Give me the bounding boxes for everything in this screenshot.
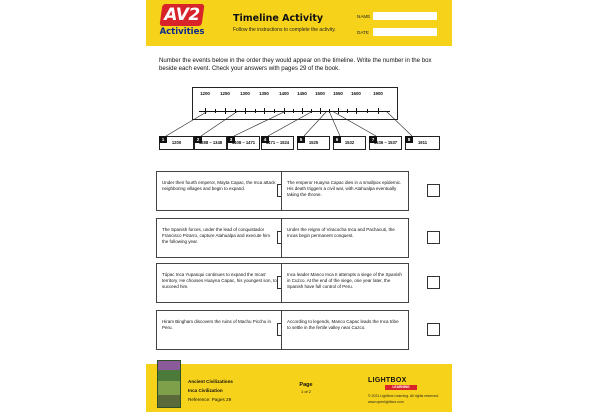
name-label: NAME (357, 14, 371, 19)
timeline-year-label: 1350 (259, 91, 269, 96)
event-card (156, 263, 284, 303)
event-description: According to legends, Manco Capac leads the Inca tribe to settle in the fertile valley near Cuzco. (287, 319, 399, 331)
copyright-text: © 2021 Lightbox Learning. All rights reserved. (368, 394, 439, 398)
av2-logo (155, 4, 209, 42)
event-date: 1408 – 1471 (231, 140, 256, 145)
page-subtitle: Follow the instructions to complete the activity. (233, 27, 336, 33)
event-card (156, 171, 284, 211)
book-cover-image (157, 360, 181, 408)
timeline-tick (225, 108, 226, 114)
event-card (281, 263, 409, 303)
event-number: 6 (333, 136, 341, 143)
page-title: Timeline Activity (233, 13, 324, 24)
answer-box[interactable] (427, 231, 440, 244)
timeline-year-label: 1900 (373, 91, 383, 96)
book-series: Ancient Civilizations (188, 379, 233, 384)
event-number: 2 (194, 136, 202, 143)
event-date: 1200 (171, 140, 182, 145)
timeline-event-box (159, 136, 194, 150)
timeline-event-box (261, 136, 294, 150)
date-field[interactable] (373, 28, 437, 36)
answer-box[interactable] (427, 184, 440, 197)
timeline-minor-tick (367, 109, 368, 113)
timeline-minor-tick (311, 109, 312, 113)
timeline-minor-tick (235, 109, 236, 113)
event-description: Túpac Inca Yupanqui continues to expand the Incas' territory. He chooses Huayna Capac, his youngest son, to succeed him. (162, 272, 277, 290)
answer-box[interactable] (427, 276, 440, 289)
timeline-minor-tick (293, 109, 294, 113)
date-label: DATE (357, 30, 369, 35)
event-card (156, 310, 284, 350)
event-number: 1 (159, 136, 167, 143)
timeline-tick (284, 108, 285, 114)
event-date: 1911 (417, 140, 428, 145)
timeline-year-label: 1600 (351, 91, 361, 96)
event-description: The Spanish forces, under the lead of conquistador Francisco Pizarro, capture Atahualpa and execute him the following year. (162, 227, 271, 245)
event-card (281, 218, 409, 258)
timeline-event-box (405, 136, 440, 150)
footer-bar (146, 364, 452, 412)
timeline-event-box (227, 136, 260, 150)
event-card (281, 171, 409, 211)
lightbox-logo: LIGHTBOX (368, 377, 407, 384)
event-date: 1536 – 1537 (373, 140, 398, 145)
event-number: 3 (227, 136, 235, 143)
event-date: 1288 – 1348 (198, 140, 223, 145)
event-description: Under their fourth emperor, Mayta Capac, the Inca attack neighboring villages and begin to expand. (162, 180, 276, 192)
event-date: 1532 (344, 140, 355, 145)
timeline-event-box (333, 136, 366, 150)
timeline-event-box (369, 136, 402, 150)
timeline-year-label: 1550 (333, 91, 343, 96)
timeline-tick (338, 108, 339, 114)
timeline-year-label: 1250 (220, 91, 230, 96)
timeline-minor-tick (215, 109, 216, 113)
book-reference: Reference: Pages 29 (188, 397, 232, 402)
event-description: Hiram Bingham discovers the ruins of Machu Picchu in Peru. (162, 319, 272, 331)
timeline-tick (205, 108, 206, 114)
event-date: 1471 – 1524 (265, 140, 290, 145)
event-card (156, 218, 284, 258)
instructions-text: Number the events below in the order they would appear on the timeline. Write the number in the box beside each event. Check your answers with pages 29 of the book. (159, 57, 432, 73)
page-count: 1 of 2 (300, 389, 311, 394)
timeline-tick (320, 108, 321, 114)
timeline-minor-tick (347, 109, 348, 113)
timeline-year-label: 1300 (240, 91, 250, 96)
event-date: 1525 (308, 140, 319, 145)
logo-subtitle: Activities (159, 27, 205, 37)
timeline-tick (356, 108, 357, 114)
timeline-year-label: 1200 (200, 91, 210, 96)
worksheet-page (146, 0, 452, 412)
event-number: 4 (261, 136, 269, 143)
answer-box[interactable] (427, 323, 440, 336)
header-bar (146, 0, 452, 46)
event-number: 5 (297, 136, 305, 143)
page-label: Page (299, 382, 313, 388)
timeline-tick (302, 108, 303, 114)
website-text: www.openlightbox.com (368, 400, 404, 404)
timeline-tick (264, 108, 265, 114)
event-number: 8 (405, 136, 413, 143)
timeline-year-label: 1450 (297, 91, 307, 96)
timeline-minor-tick (255, 109, 256, 113)
timeline-year-label: 1500 (315, 91, 325, 96)
lightbox-tag: LEARNING (385, 385, 417, 390)
timeline-tick (378, 108, 379, 114)
timeline-axis (199, 111, 390, 112)
name-field[interactable] (373, 12, 437, 20)
event-description: The emperor Huayna Capac dies in a smallpox epidemic. His death triggers a civil war, with Atahualpa eventually taking the throne. (287, 180, 402, 198)
timeline-year-label: 1400 (279, 91, 289, 96)
logo-text: AV2 (164, 5, 200, 25)
event-description: Inca leader Manco Inca II attempts a siege of the Spanish in Cuzco. At the end of the siege, one year later, the Spanish have full control of Peru. (287, 272, 402, 290)
event-description: Under the reigns of Viracocha Inca and Pachacuti, the Incas begin permanent conquest. (287, 227, 395, 239)
timeline-event-box (297, 136, 330, 150)
timeline-minor-tick (329, 109, 330, 113)
book-title: Inca Civilization (188, 388, 223, 393)
event-card (281, 310, 409, 350)
timeline-event-box (194, 136, 227, 150)
timeline-minor-tick (274, 109, 275, 113)
event-number: 7 (369, 136, 377, 143)
timeline-tick (245, 108, 246, 114)
